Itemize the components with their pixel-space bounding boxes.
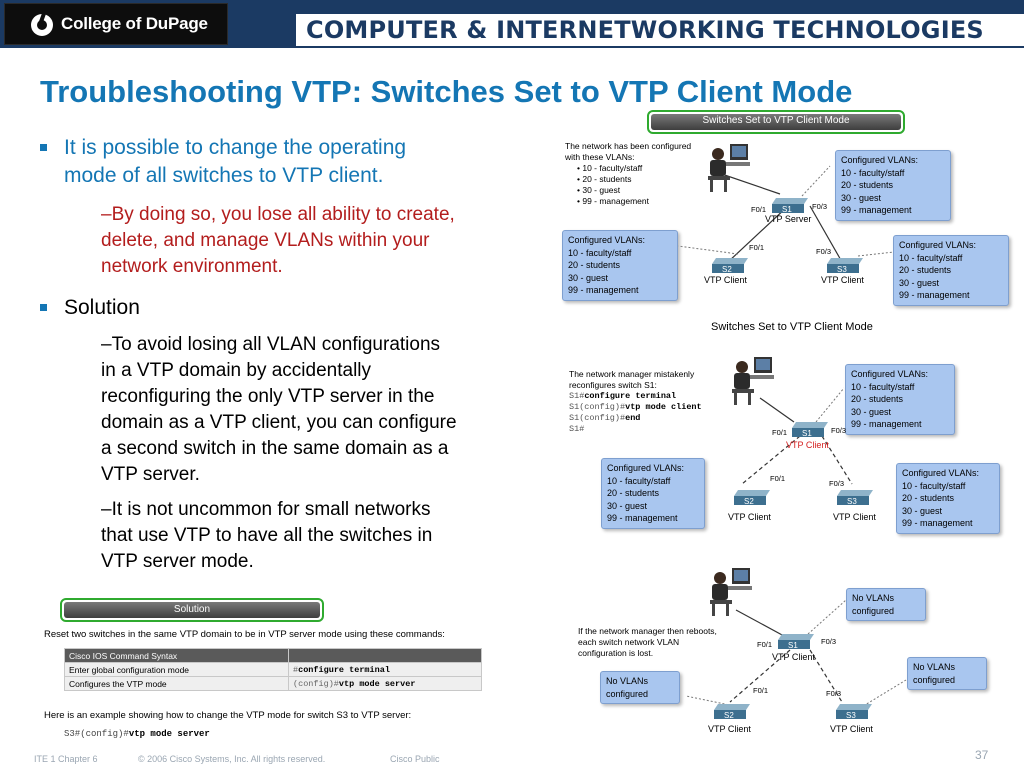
switch-s2-icon	[712, 702, 752, 720]
solution-example-command	[64, 729, 210, 739]
table-header-cell: Cisco IOS Command Syntax	[65, 649, 289, 663]
table-cell	[289, 663, 482, 677]
vlan-line: No VLANs	[606, 676, 649, 686]
vlan-line: 10 - faculty/staff	[902, 480, 966, 491]
port-label: F0/3	[812, 202, 828, 211]
diagram2-caption: Switches Set to VTP Client Mode	[711, 321, 873, 333]
vlan-line: configured	[606, 688, 649, 699]
port-label: F0/1	[749, 243, 765, 252]
cli-line	[569, 413, 702, 424]
vlan-line: configured	[852, 605, 895, 616]
bullet-square-icon	[40, 304, 47, 311]
svg-text:S3: S3	[847, 497, 857, 506]
vlan-line: 10 - faculty/staff	[841, 167, 905, 178]
cli-prompt: #	[293, 664, 299, 675]
command-table	[64, 648, 482, 691]
bullet-text: It is possible to change the operating	[64, 136, 407, 159]
switch-role-label: VTP Client	[786, 440, 829, 450]
vlan-line: 99 - management	[902, 518, 973, 528]
table-cell	[289, 677, 482, 691]
college-logo-icon	[31, 14, 53, 36]
solution-intro: Reset two switches in the same VTP domain to be in VTP server mode using these commands:	[44, 629, 445, 640]
sub-bullet-text: domain as a VTP client, you can configure	[101, 412, 457, 433]
sub-bullet-text: in a VTP domain by accidentally	[101, 360, 372, 381]
sub-bullet-text: delete, and manage VLANs within your	[101, 230, 430, 251]
solution-header	[60, 598, 324, 622]
switch-s3-icon	[834, 702, 874, 720]
workstation-icon	[728, 355, 776, 407]
vlan-line: 10 - faculty/staff	[607, 475, 671, 486]
vlan-box-s1	[846, 588, 926, 621]
vlan-line: No VLANs	[852, 593, 895, 603]
svg-text:S2: S2	[744, 497, 754, 506]
switch-s1-icon	[790, 420, 830, 438]
note-line: • 10 - faculty/staff	[577, 163, 643, 173]
port-label: F0/1	[770, 474, 786, 483]
vlan-line: 99 - management	[841, 205, 912, 215]
solution-example: Here is an example showing how to change the VTP mode for switch S3 to VTP server:	[44, 710, 412, 721]
vlan-line: 30 - guest	[841, 192, 882, 203]
vlan-line: 20 - students	[851, 394, 904, 404]
note-line: If the network manager then reboots,	[578, 626, 717, 636]
cli-command: vtp mode server	[338, 678, 416, 689]
svg-text:S3: S3	[846, 711, 856, 720]
switch-role-label: VTP Client	[833, 512, 876, 522]
switch-role-label: VTP Client	[704, 275, 747, 285]
sub-bullet-text: VTP server mode.	[101, 551, 254, 572]
cli-command: end	[625, 413, 641, 423]
port-label: F0/3	[826, 689, 842, 698]
note-line: • 30 - guest	[577, 185, 621, 195]
switch-s1-icon	[776, 632, 816, 650]
vlan-line: 30 - guest	[899, 277, 940, 288]
vlan-box-s3	[893, 235, 1009, 306]
port-label: F0/1	[751, 205, 767, 214]
footer-chapter: ITE 1 Chapter 6	[34, 754, 98, 764]
bullet-text: mode of all switches to VTP client.	[64, 164, 384, 187]
port-label: F0/3	[821, 637, 837, 646]
diagram3-note	[578, 626, 717, 659]
switch-role-label: VTP Client	[821, 275, 864, 285]
cli-line	[569, 391, 702, 402]
vlan-line: 10 - faculty/staff	[899, 252, 963, 263]
workstation-icon	[704, 142, 752, 194]
cli-command: vtp mode server	[128, 729, 210, 739]
sub-bullet-text: –To avoid losing all VLAN configurations	[101, 334, 441, 355]
vlan-line: 30 - guest	[568, 272, 609, 283]
vlan-box-s1	[835, 150, 951, 221]
footer-copyright: © 2006 Cisco Systems, Inc. All rights reserved.	[138, 754, 326, 764]
svg-text:S2: S2	[722, 265, 732, 274]
cli-line	[569, 402, 702, 413]
footer-classification: Cisco Public	[390, 754, 440, 764]
table-cell: Enter global configuration mode	[65, 663, 289, 677]
vlan-line: 99 - management	[568, 285, 639, 295]
cli-command: vtp mode client	[625, 402, 702, 412]
vlan-line: Configured VLANs:	[607, 463, 685, 473]
page-number: 37	[975, 748, 989, 762]
vlan-line: 10 - faculty/staff	[568, 247, 632, 258]
header-banner	[0, 0, 1024, 48]
workstation-icon	[706, 566, 754, 618]
vlan-box-s2	[562, 230, 678, 301]
vlan-line: 20 - students	[568, 260, 621, 270]
vlan-box-s2	[600, 671, 680, 704]
note-line: • 99 - management	[577, 196, 649, 206]
port-label: F0/1	[753, 686, 769, 695]
vlan-line: Configured VLANs:	[899, 240, 977, 250]
sub-bullet-text: VTP server.	[101, 464, 200, 485]
switch-s2-icon	[732, 488, 772, 506]
table-header-row	[65, 649, 482, 663]
vlan-line: 99 - management	[899, 290, 970, 300]
table-row	[65, 663, 482, 677]
vlan-box-s3	[896, 463, 1000, 534]
table-header-cell	[289, 649, 482, 663]
note-line: with these VLANs:	[565, 152, 635, 162]
port-label: F0/3	[816, 247, 832, 256]
bullet-square-icon	[40, 144, 47, 151]
note-line: The network manager mistakenly	[569, 369, 695, 379]
switch-role-label: VTP Client	[728, 512, 771, 522]
sub-bullet-text: reconfiguring the only VTP server in the	[101, 386, 435, 407]
switch-s3-icon	[835, 488, 875, 506]
note-line: reconfigures switch S1:	[569, 380, 657, 390]
vlan-line: Configured VLANs:	[902, 468, 980, 478]
vlan-box-s3	[907, 657, 987, 690]
port-label: F0/3	[831, 426, 847, 435]
port-label: F0/3	[829, 479, 845, 488]
cli-command: configure terminal	[298, 664, 390, 675]
table-cell: Configures the VTP mode	[65, 677, 289, 691]
college-logo	[4, 3, 228, 45]
svg-text:S1: S1	[782, 205, 792, 214]
svg-text:S1: S1	[788, 641, 798, 650]
switch-role-label: VTP Client	[830, 724, 873, 734]
cli-prompt: S1#	[569, 391, 585, 401]
switch-role-label: VTP Client	[708, 724, 751, 734]
diagram1-note	[565, 141, 691, 207]
vlan-line: 20 - students	[841, 180, 894, 190]
note-line: The network has been configured	[565, 141, 692, 151]
cli-prompt: S1(config)#	[569, 413, 626, 423]
college-logo-text: College of DuPage	[61, 14, 208, 33]
vlan-line: 99 - management	[851, 419, 922, 429]
vlan-line: 30 - guest	[902, 505, 943, 516]
vlan-line: 30 - guest	[607, 500, 648, 511]
vlan-line: 30 - guest	[851, 406, 892, 417]
svg-text:S2: S2	[724, 711, 734, 720]
switch-s1-icon	[770, 196, 810, 214]
cli-line: S1#	[569, 424, 585, 434]
port-label: F0/1	[772, 428, 788, 437]
vlan-line: 20 - students	[902, 493, 955, 503]
cli-prompt: S1(config)#	[569, 402, 626, 412]
vlan-line: Configured VLANs:	[841, 155, 919, 165]
department-banner-text: COMPUTER & INTERNETWORKING TECHNOLOGIES	[306, 16, 984, 44]
cli-prompt: (config)#	[293, 678, 339, 689]
footer	[0, 748, 1024, 768]
cli-prompt: S3#(config)#	[64, 729, 129, 739]
svg-text:S3: S3	[837, 265, 847, 274]
vlan-line: Configured VLANs:	[568, 235, 646, 245]
switch-s3-icon	[825, 256, 865, 274]
diagram2-note	[569, 369, 702, 435]
vlan-box-s1	[845, 364, 955, 435]
solution-header-label: Solution	[64, 602, 320, 618]
vlan-line: 10 - faculty/staff	[851, 381, 915, 392]
diagram1-header-label: Switches Set to VTP Client Mode	[651, 114, 901, 130]
sub-bullet-text: –It is not uncommon for small networks	[101, 499, 431, 520]
switch-role-label: VTP Server	[765, 214, 812, 224]
vlan-line: No VLANs	[913, 662, 956, 672]
sub-bullet-text: that use VTP to have all the switches in	[101, 525, 433, 546]
note-line: each switch network VLAN	[578, 637, 680, 647]
sub-bullet-text: network environment.	[101, 256, 283, 277]
port-label: F0/1	[757, 640, 773, 649]
table-row	[65, 677, 482, 691]
vlan-line: Configured VLANs:	[851, 369, 929, 379]
svg-text:S1: S1	[802, 429, 812, 438]
cli-command: configure terminal	[584, 391, 677, 401]
sub-bullet-text: a second switch in the same domain as a	[101, 438, 449, 459]
note-line: • 20 - students	[577, 174, 632, 184]
switch-s2-icon	[710, 256, 750, 274]
sub-bullet-text: –By doing so, you lose all ability to create,	[101, 204, 455, 225]
department-banner	[296, 14, 1024, 46]
switch-role-label: VTP Client	[772, 652, 815, 662]
diagram1-header	[647, 110, 905, 134]
vlan-line: configured	[913, 674, 956, 685]
vlan-line: 99 - management	[607, 513, 678, 523]
bullet-text: Solution	[64, 296, 140, 319]
vlan-line: 20 - students	[607, 488, 660, 498]
vlan-line: 20 - students	[899, 265, 952, 275]
note-line: configuration is lost.	[578, 648, 654, 658]
slide-title: Troubleshooting VTP: Switches Set to VTP Client Mode	[40, 74, 853, 109]
vlan-box-s2	[601, 458, 705, 529]
